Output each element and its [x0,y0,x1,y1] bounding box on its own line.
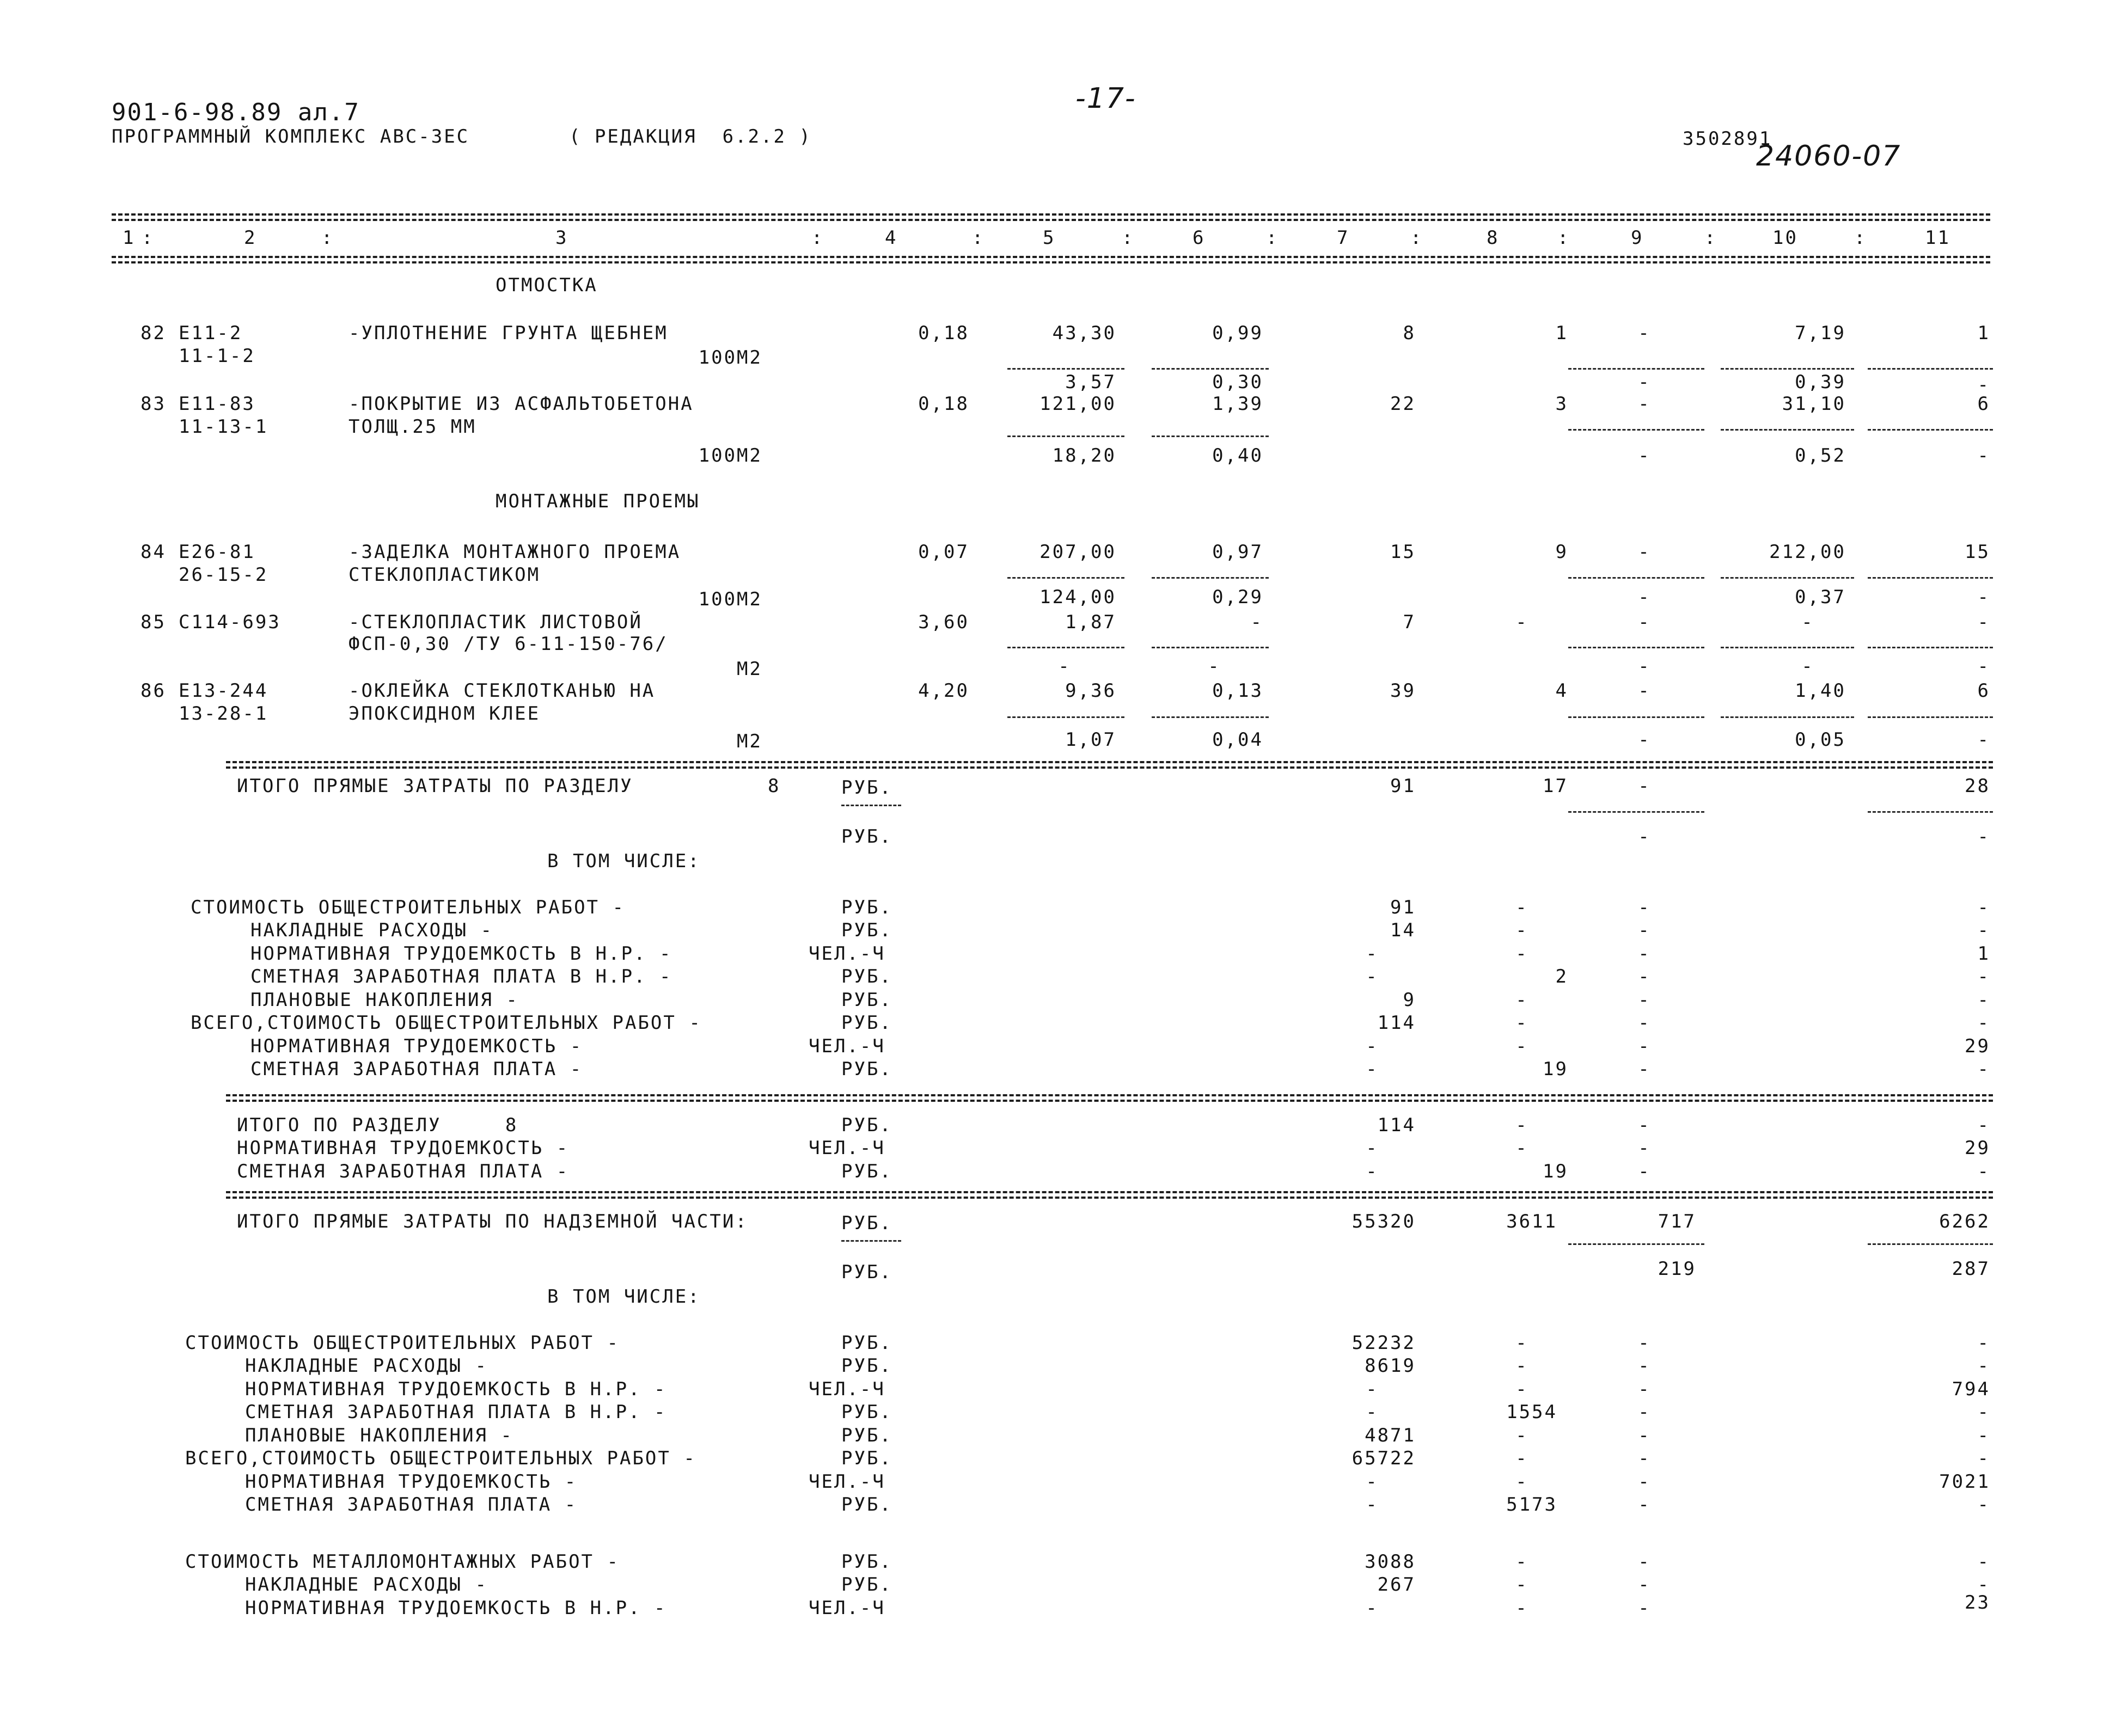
including-label: В ТОМ ЧИСЛЕ: [547,1286,701,1308]
summary-row: ВСЕГО,СТОИМОСТЬ ОБЩЕСТРОИТЕЛЬНЫХ РАБОТ - [185,1447,696,1469]
doc-code: 901-6-98.89 ал.7 [112,99,360,126]
summary-row: НОРМАТИВНАЯ ТРУДОЕМКОСТЬ - [250,1035,583,1057]
summary-row: СМЕТНАЯ ЗАРАБОТНАЯ ПЛАТА - [245,1494,578,1516]
col-11: 11 [1925,227,1950,249]
col-7: 7 [1337,227,1350,249]
summary-row: НАКЛАДНЫЕ РАСХОДЫ - [245,1574,488,1596]
col-2: 2 [244,227,257,249]
col-5: 5 [1043,227,1056,249]
col-10: 10 [1772,227,1798,249]
page-number: -17- [1075,82,1136,115]
summary-row: СТОИМОСТЬ ОБЩЕСТРОИТЕЛЬНЫХ РАБОТ - [191,897,625,918]
summary-row: НАКЛАДНЫЕ РАСХОДЫ - [250,919,493,941]
summary-row: СМЕТНАЯ ЗАРАБОТНАЯ ПЛАТА В Н.Р. - [250,966,672,987]
summary-row: НОРМАТИВНАЯ ТРУДОЕМКОСТЬ - [237,1137,570,1159]
summary-row: НОРМАТИВНАЯ ТРУДОЕМКОСТЬ В Н.Р. - [250,943,672,965]
summary-row: НОРМАТИВНАЯ ТРУДОЕМКОСТЬ В Н.Р. - [245,1378,667,1400]
summary-row: ИТОГО ПО РАЗДЕЛУ 8 [237,1114,518,1136]
handwritten-number: 24060-07 [1756,140,1901,173]
col-1: 1 [123,227,136,249]
col-4: 4 [885,227,898,249]
doc-number: 3502891 [1683,128,1772,150]
col-8: 8 [1487,227,1500,249]
edition: ( РЕДАКЦИЯ 6.2.2 ) [569,126,812,148]
summary-row: НОРМАТИВНАЯ ТРУДОЕМКОСТЬ - [245,1471,578,1493]
summary-row: НОРМАТИВНАЯ ТРУДОЕМКОСТЬ В Н.Р. - [245,1597,667,1619]
summary-row: СМЕТНАЯ ЗАРАБОТНАЯ ПЛАТА - [237,1161,570,1182]
summary-row: ПЛАНОВЫЕ НАКОПЛЕНИЯ - [245,1425,513,1446]
summary-row: ВСЕГО,СТОИМОСТЬ ОБЩЕСТРОИТЕЛЬНЫХ РАБОТ - [191,1012,702,1034]
summary-row: СТОИМОСТЬ МЕТАЛЛОМОНТАЖНЫХ РАБОТ - [185,1551,620,1573]
section-title: МОНТАЖНЫЕ ПРОЕМЫ [496,490,700,512]
col-6: 6 [1193,227,1206,249]
summary-row: НАКЛАДНЫЕ РАСХОДЫ - [245,1355,488,1377]
program-name: ПРОГРАММНЫЙ КОМПЛЕКС АВС-3ЕС [112,126,470,148]
col-9: 9 [1631,227,1644,249]
including-label: В ТОМ ЧИСЛЕ: [547,850,701,872]
summary-row: СТОИМОСТЬ ОБЩЕСТРОИТЕЛЬНЫХ РАБОТ - [185,1332,620,1354]
summary-row: СМЕТНАЯ ЗАРАБОТНАЯ ПЛАТА В Н.Р. - [245,1401,667,1423]
col-3: 3 [555,227,568,249]
section-title: ОТМОСТКА [496,274,598,296]
summary-row: СМЕТНАЯ ЗАРАБОТНАЯ ПЛАТА - [250,1058,583,1080]
summary-row: ПЛАНОВЫЕ НАКОПЛЕНИЯ - [250,989,519,1011]
